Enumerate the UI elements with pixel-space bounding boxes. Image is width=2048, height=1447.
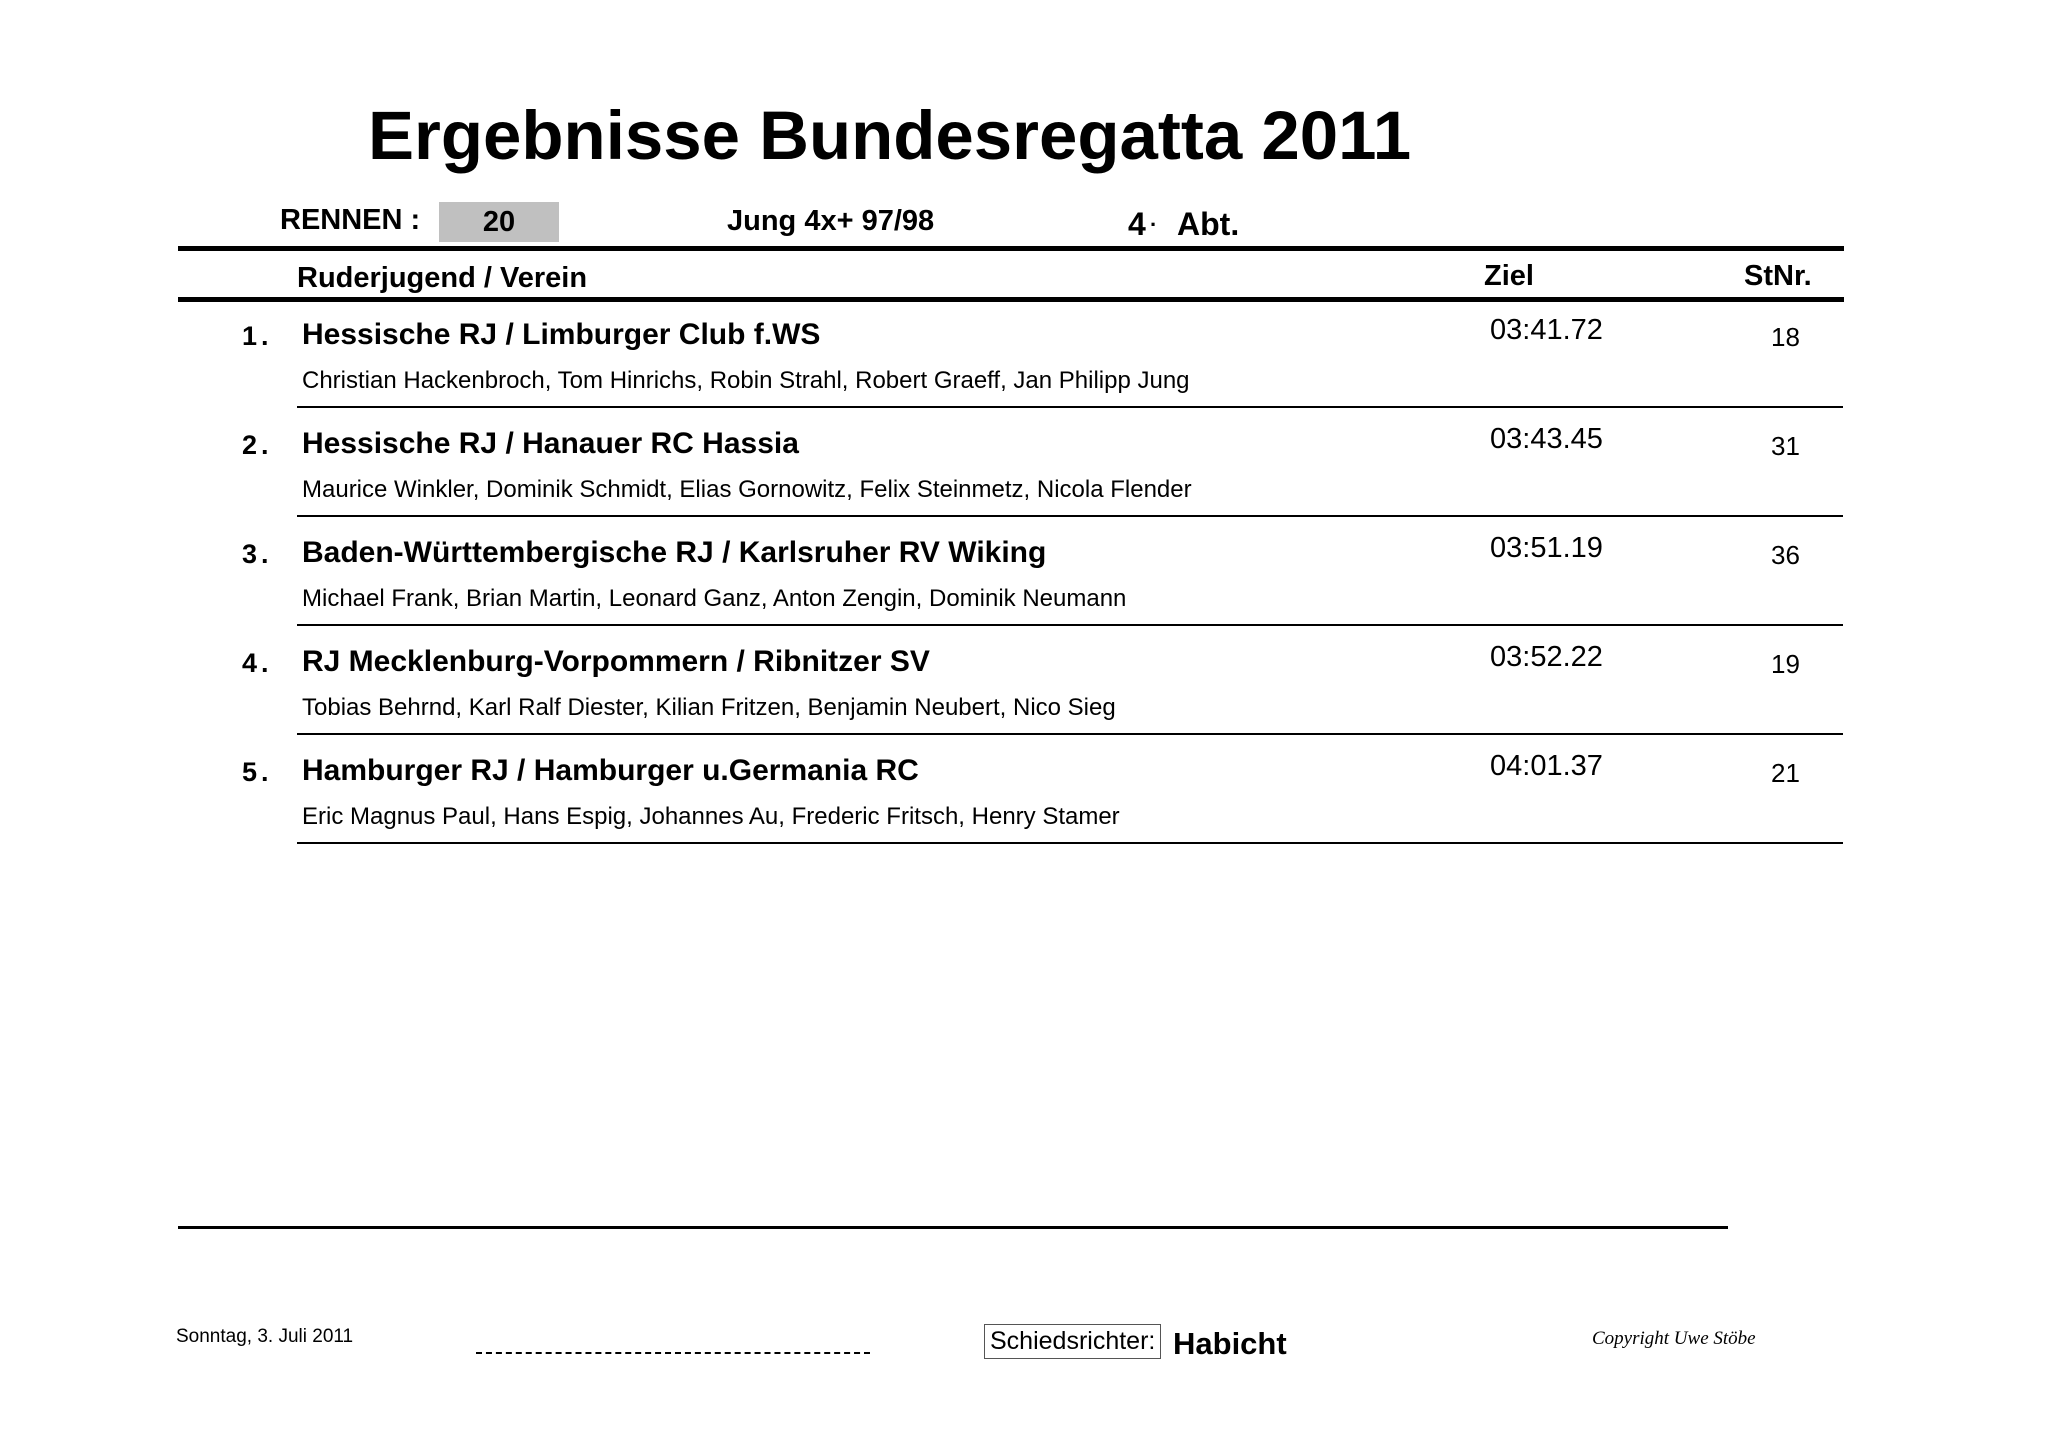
row-divider — [297, 624, 1843, 626]
result-time: 04:01.37 — [1490, 750, 1603, 782]
division-label: Abt. — [1177, 206, 1240, 242]
result-place: 4. — [242, 648, 273, 678]
result-row-2 — [0, 423, 2048, 538]
referee-label: Schiedsrichter: — [984, 1324, 1161, 1359]
header-rule-bottom — [178, 297, 1844, 302]
result-start-number: 21 — [1771, 758, 1800, 788]
result-start-number: 18 — [1771, 322, 1800, 352]
race-label: RENNEN : — [280, 204, 421, 236]
division-dot: . — [1150, 206, 1157, 231]
result-crew: Tobias Behrnd, Karl Ralf Diester, Kilian Fritzen, Benjamin Neubert, Nico Sieg — [302, 694, 1116, 721]
result-row-3 — [0, 532, 2048, 647]
result-start-number: 31 — [1771, 431, 1800, 461]
result-crew: Christian Hackenbroch, Tom Hinrichs, Robin Strahl, Robert Graeff, Jan Philipp Jung — [302, 367, 1190, 394]
column-header-time: Ziel — [1484, 260, 1534, 292]
result-crew: Michael Frank, Brian Martin, Leonard Ganz, Anton Zengin, Dominik Neumann — [302, 585, 1127, 612]
result-place: 1. — [242, 321, 273, 351]
footer-dashed-line — [476, 1352, 870, 1354]
division-number: 4 — [1128, 206, 1146, 242]
result-place: 2. — [242, 430, 273, 460]
result-crew: Maurice Winkler, Dominik Schmidt, Elias Gornowitz, Felix Steinmetz, Nicola Flender — [302, 476, 1192, 503]
result-row-1 — [0, 314, 2048, 429]
result-time: 03:41.72 — [1490, 314, 1603, 346]
footer-date: Sonntag, 3. Juli 2011 — [176, 1326, 354, 1347]
result-time: 03:51.19 — [1490, 532, 1603, 564]
result-row-4 — [0, 641, 2048, 756]
column-header-team: Ruderjugend / Verein — [297, 262, 588, 294]
result-start-number: 36 — [1771, 540, 1800, 570]
result-row-5 — [0, 750, 2048, 865]
result-crew: Eric Magnus Paul, Hans Espig, Johannes Au, Frederic Fritsch, Henry Stamer — [302, 803, 1120, 830]
column-header-start-number: StNr. — [1744, 260, 1812, 292]
row-divider — [297, 515, 1843, 517]
row-divider — [297, 733, 1843, 735]
signature-line — [178, 1226, 1728, 1229]
result-time: 03:52.22 — [1490, 641, 1603, 673]
result-team: RJ Mecklenburg-Vorpommern / Ribnitzer SV — [302, 645, 930, 678]
result-place: 3. — [242, 539, 273, 569]
result-team: Hessische RJ / Limburger Club f.WS — [302, 318, 821, 351]
page-title: Ergebnisse Bundesregatta 2011 — [368, 97, 1412, 174]
header-rule-top — [178, 246, 1844, 251]
race-number: 20 — [439, 202, 559, 242]
referee-name: Habicht — [1173, 1326, 1287, 1361]
result-time: 03:43.45 — [1490, 423, 1603, 455]
result-place: 5. — [242, 757, 273, 787]
row-divider — [297, 406, 1843, 408]
result-start-number: 19 — [1771, 649, 1800, 679]
result-team: Baden-Württembergische RJ / Karlsruher RV Wiking — [302, 536, 1047, 569]
result-team: Hamburger RJ / Hamburger u.Germania RC — [302, 754, 919, 787]
copyright-note: Copyright Uwe Stöbe — [1592, 1328, 1756, 1349]
row-divider — [297, 842, 1843, 844]
result-team: Hessische RJ / Hanauer RC Hassia — [302, 427, 799, 460]
boat-class: Jung 4x+ 97/98 — [727, 205, 935, 237]
